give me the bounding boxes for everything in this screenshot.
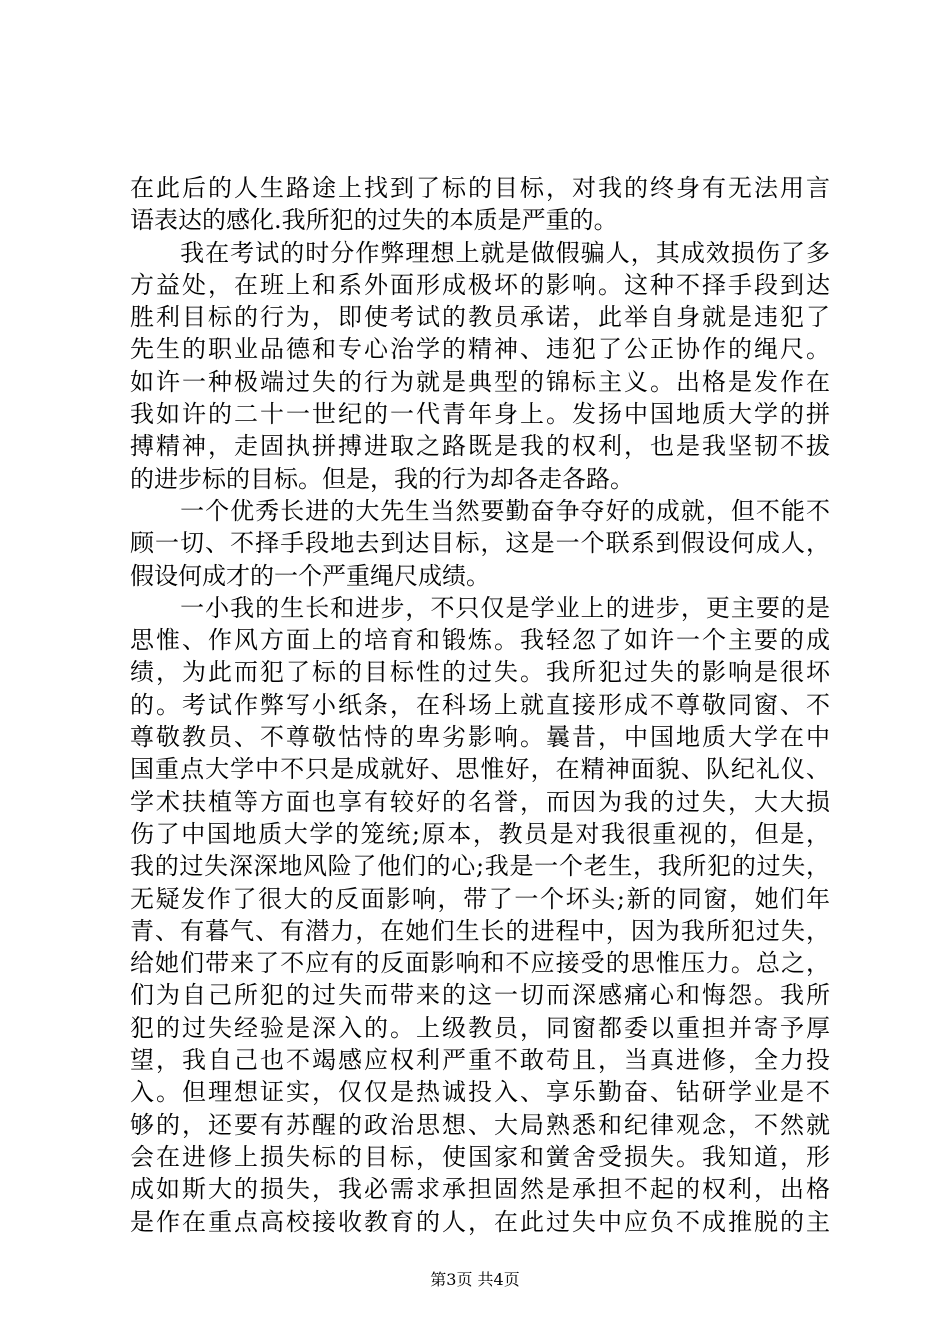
text-line: 的。考试作弊写小纸条，在科场上就直接形成不尊敬同窗、不 [130,690,830,719]
text-line: 绩，为此而犯了标的目标性的过失。我所犯过失的影响是很坏 [130,658,830,687]
page-number: 第3页 共4页 [430,1270,520,1289]
text-line: 们为自己所犯的过失而带来的这一切而深感痛心和悔怨。我所 [130,981,830,1010]
text-line: 青、有暮气、有潜力，在她们生长的进程中，因为我所犯过失， [130,916,830,945]
text-line: 伤了中国地质大学的笼统;原本，教员是对我很重视的，但是， [130,819,830,848]
text-line: 在此后的人生路途上找到了标的目标，对我的终身有无法用言 [130,174,830,202]
text-line: 的进步标的目标。但是，我的行为却各走各路。 [130,464,634,493]
text-line: 我的过失深深地风险了他们的心;我是一个老生，我所犯的过失， [130,852,830,881]
document-body [130,172,830,1238]
text-line: 语表达的感化.我所犯的过失的本质是严重的。 [130,206,618,235]
text-line: 我在考试的时分作弊理想上就是做假骗人，其成效损伤了多 [130,238,830,267]
text-line: 如许一种极端过失的行为就是典型的锦标主义。出格是发作在 [130,367,830,396]
text-line: 思惟、作风方面上的培育和锻炼。我轻忽了如许一个主要的成 [130,626,830,655]
text-line: 我如许的二十一世纪的一代青年身上。发扬中国地质大学的拼 [130,400,830,429]
text-line: 先生的职业品德和专心治学的精神、违犯了公正协作的绳尺。 [130,335,830,364]
text-line: 够的，还要有苏醒的政治思想、大局熟悉和纪律观念，不然就 [130,1110,830,1139]
text-line: 给她们带来了不应有的反面影响和不应接受的思惟压力。总之， [130,949,830,978]
text-line: 会在进修上损失标的目标，使国家和黉舍受损失。我知道，形 [130,1142,830,1171]
text-line: 搏精神，走固执拼搏进取之路既是我的权利，也是我坚韧不拔 [130,432,830,461]
text-line: 成如斯大的损失，我必需求承担固然是承担不起的权利，出格 [130,1175,830,1204]
text-line: 一小我的生长和进步，不只仅是学业上的进步，更主要的是 [130,593,830,622]
text-line: 无疑发作了很大的反面影响，带了一个坏头;新的同窗，她们年 [130,884,830,913]
text-line: 顾一切、不择手段地去到达目标，这是一个联系到假设何成人， [130,529,830,558]
text-line: 一个优秀长进的大先生当然要勤奋争夺好的成就，但不能不 [130,496,830,525]
text-line: 犯的过失经验是深入的。上级教员，同窗都委以重担并寄予厚 [130,1013,830,1042]
text-line: 方益处，在班上和系外面形成极坏的影响。这种不择手段到达 [130,270,830,299]
text-line: 假设何成才的一个严重绳尺成绩。 [130,561,490,590]
text-line: 入。但理想证实，仅仅是热诚投入、享乐勤奋、钻研学业是不 [130,1078,830,1107]
text-line: 国重点大学中不只是成就好、思惟好，在精神面貌、队纪礼仪、 [130,755,830,784]
text-line: 胜利目标的行为，即使考试的教员承诺，此举自身就是违犯了 [130,303,830,332]
text-line: 望，我自己也不竭感应权利严重不敢苟且，当真进修，全力投 [130,1046,830,1075]
text-line: 学术扶植等方面也享有较好的名誉，而因为我的过失，大大损 [130,787,830,816]
text-line: 尊敬教员、不尊敬怙恃的卑劣影响。曩昔，中国地质大学在中 [130,723,830,752]
text-line: 是作在重点高校接收教育的人，在此过失中应负不成推脱的主 [130,1207,830,1236]
page-footer [0,1270,950,1290]
